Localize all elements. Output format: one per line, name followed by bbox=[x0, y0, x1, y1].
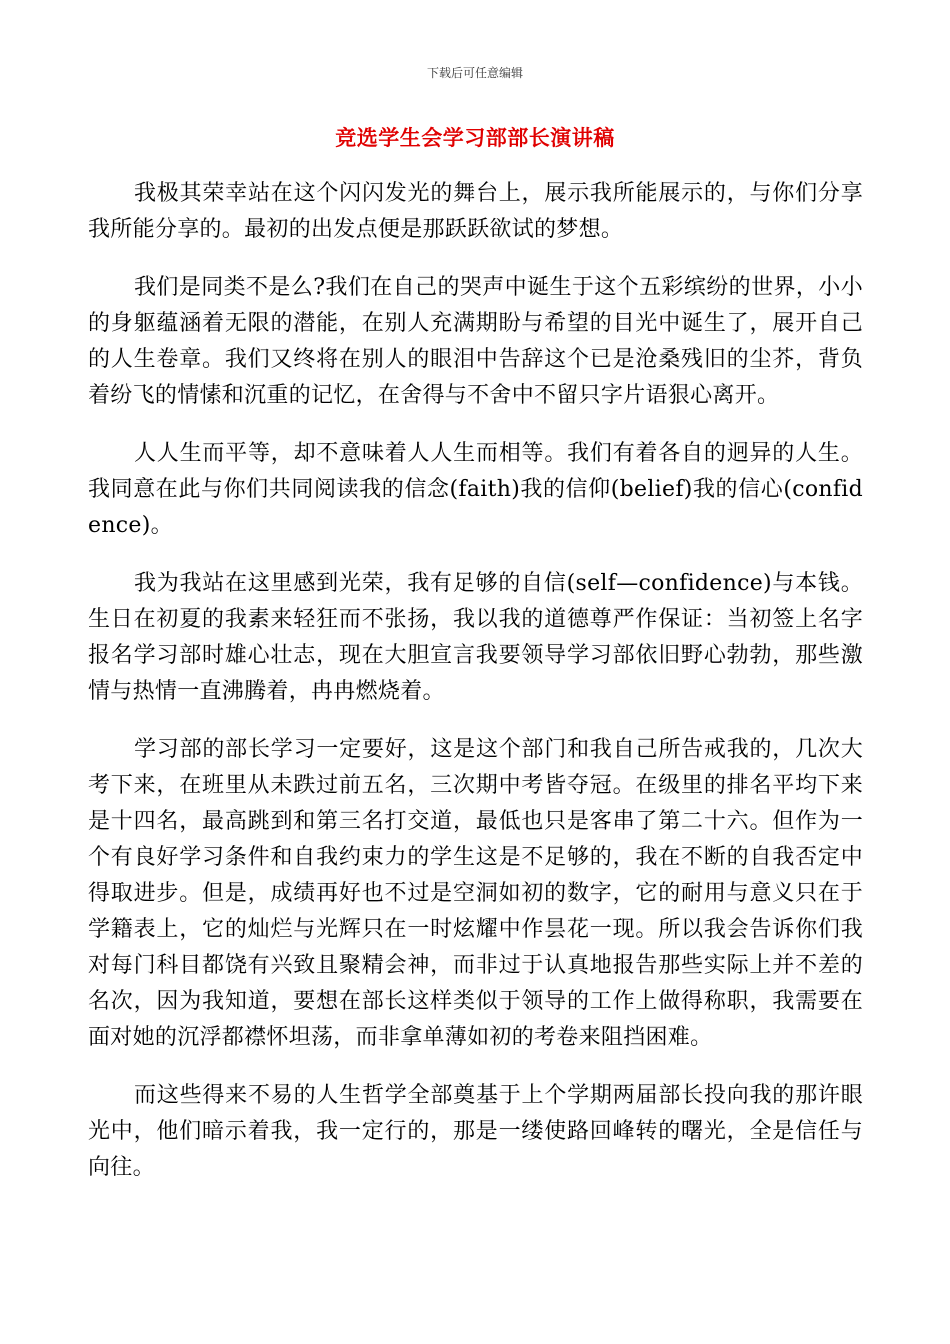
paragraph-4: 我为我站在这里感到光荣，我有足够的自信(self—confidence)与本钱。生日在初夏的我素来轻狂而不张扬，我以我的道德尊严作保证：当初签上名字报名学习部时雄心壮志，现在大胆宣言我要领导学习部依旧野心勃勃，那些激情与热情一直沸腾着，冉冉燃烧着。 bbox=[88, 571, 863, 704]
paragraph-3: 人人生而平等，却不意味着人人生而相等。我们有着各自的迥异的人生。我同意在此与你们共同阅读我的信念(faith)我的信仰(belief)我的信心(confidence)。 bbox=[88, 441, 863, 538]
speech-body bbox=[88, 176, 863, 1208]
header-note: 下载后可任意编辑 bbox=[426, 66, 523, 80]
paragraph-2: 我们是同类不是么?我们在自己的哭声中诞生于这个五彩缤纷的世界，小小的身躯蕴涵着无限的潜能，在别人充满期盼与希望的目光中诞生了，展开自己的人生卷章。我们又终将在别人的眼泪中告辞这个已是沧桑残旧的尘芥，背负着纷飞的情愫和沉重的记忆，在舍得与不舍中不留只字片语狠心离开。 bbox=[88, 275, 863, 408]
paragraph-5: 学习部的部长学习一定要好，这是这个部门和我自己所告戒我的，几次大考下来，在班里从未跌过前五名，三次期中考皆夺冠。在级里的排名平均下来是十四名，最高跳到和第三名打交道，最低也只是客串了第二十六。但作为一个有良好学习条件和自我约束力的学生这是不足够的，我在不断的自我否定中得取进步。但是，成绩再好也不过是空洞如初的数字，它的耐用与意义只在于学籍表上，它的灿烂与光辉只在一时炫耀中作昙花一现。所以我会告诉你们我对每门科目都饶有兴致且聚精会神，而非过于认真地报告那些实际上并不差的名次，因为我知道，要想在部长这样类似于领导的工作上做得称职，我需要在面对她的沉浮都襟怀坦荡，而非拿单薄如初的考卷来阻挡困难。 bbox=[88, 737, 863, 1050]
paragraph-6: 而这些得来不易的人生哲学全部奠基于上个学期两届部长投向我的那许眼光中，他们暗示着我，我一定行的，那是一缕使路回峰转的曙光，全是信任与向往。 bbox=[88, 1083, 863, 1180]
paragraph-1: 我极其荣幸站在这个闪闪发光的舞台上，展示我所能展示的，与你们分享我所能分享的。最初的出发点便是那跃跃欲试的梦想。 bbox=[88, 181, 863, 242]
document-title: 竞选学生会学习部部长演讲稿 bbox=[335, 126, 615, 150]
